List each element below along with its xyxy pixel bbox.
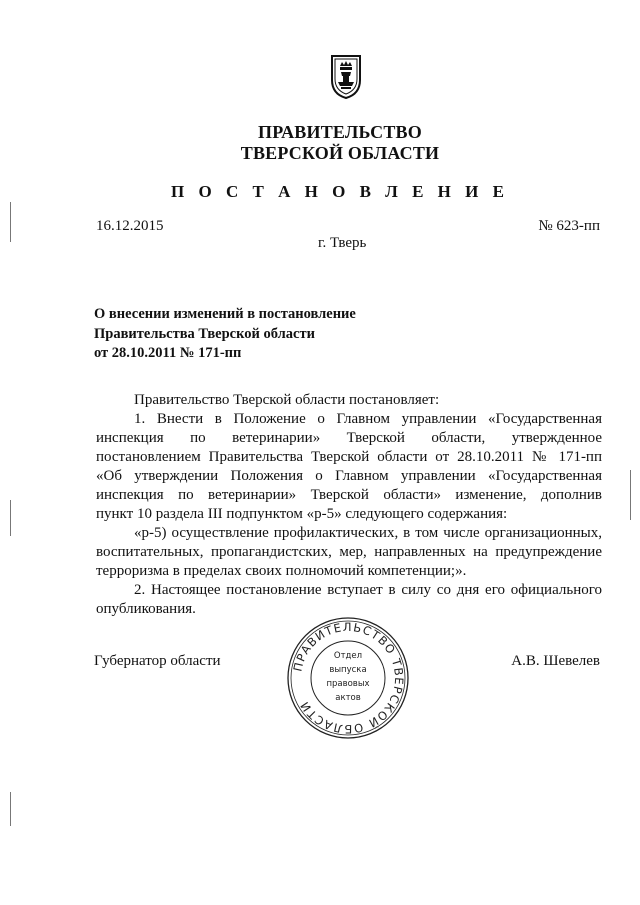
document-number: № 623-пп [538,218,600,234]
intro-paragraph: Правительство Тверской области постановляет: [134,392,440,408]
signatory-name: А.В. Шевелев [511,653,600,669]
org-name-line2: ТВЕРСКОЙ ОБЛАСТИ [240,143,440,163]
quoted-subitem [96,524,602,581]
body-line: инспекция по ветеринарии» Тверской области, утвержденное [96,430,602,446]
stamp-center-line: выпуска [329,665,367,675]
body-line: пункт 10 раздела III подпунктом «р-5» следующего содержания: [96,506,508,522]
body-line: опубликования. [96,601,196,617]
item-1 [96,410,602,524]
coat-of-arms-icon [329,52,363,100]
body-line: постановлением Правительства Тверской области от 28.10.2011 № 171-пп [96,449,602,465]
body-line: воспитательных, пропагандистских, мер, направленных на предупреждение [96,544,602,560]
scan-edge-mark [630,470,631,520]
signatory-position: Губернатор области [94,653,221,669]
stamp-center-line: Отдел [333,651,363,661]
body-line: 1. Внести в Положение о Главном управлении «Государственная [134,411,602,427]
body-line: инспекция по ветеринарии» Тверской области» изменение, дополнив [96,487,602,503]
stamp-center-line: правовых [326,679,370,689]
document-body [96,391,602,619]
stamp-center-line: актов [335,693,361,703]
scan-edge-mark [10,202,11,242]
document-city: г. Тверь [318,235,367,251]
document-type: П О С Т А Н О В Л Е Н И Е [171,182,509,201]
subject-line: Правительства Тверской области [94,325,315,342]
subject-line: от 28.10.2011 № 171-пп [94,345,242,361]
body-line: 2. Настоящее постановление вступает в силу со дня его официального [134,582,602,598]
org-name-line1: ПРАВИТЕЛЬСТВО [258,122,422,142]
subject-line: О внесении изменений в постановление [94,306,356,322]
stamp-ring-text: ПРАВИТЕЛЬСТВО ТВЕРСКОЙ ОБЛАСТИ [290,619,407,737]
body-line: «р-5) осуществление профилактических, в том числе организационных, [134,525,602,541]
official-stamp [286,616,410,740]
document-subject [94,305,356,364]
body-line: «Об утверждении Положения о Главном управлении «Государственная [96,468,602,484]
body-line: терроризма в пределах своих полномочий компетенции;». [96,563,467,579]
item-2 [96,581,602,619]
document-date: 16.12.2015 [96,218,164,234]
svg-text:ПРАВИТЕЛЬСТВО ТВЕРСКОЙ ОБЛАСТИ [290,620,406,736]
scan-edge-mark [10,792,11,826]
scan-edge-mark [10,500,11,536]
